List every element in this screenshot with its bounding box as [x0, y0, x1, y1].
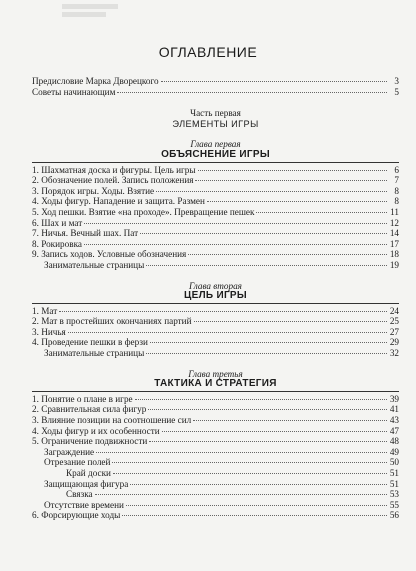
table-of-contents [32, 76, 399, 521]
toc-entry[interactable]: 3. Влияние позиции на соотношение сил 43 [32, 415, 399, 426]
toc-entry[interactable]: 5. Ограничение подвижности 48 [32, 436, 399, 447]
bleed-through-text [62, 4, 142, 24]
toc-entry[interactable]: Занимательные страницы 19 [44, 259, 399, 270]
toc-entry[interactable]: 2. Обозначение полей. Запись положения 7 [32, 175, 399, 186]
toc-entry[interactable]: 3. Ничья 27 [32, 326, 399, 337]
toc-entry[interactable]: 6. Шах и мат 12 [32, 217, 399, 228]
toc-entry[interactable]: 4. Проведение пешки в ферзи 29 [32, 337, 399, 348]
toc-entry[interactable]: Связка 53 [66, 489, 399, 500]
toc-entry[interactable]: Отсутствие времени 55 [44, 499, 399, 510]
toc-entry[interactable]: 1. Мат 24 [32, 305, 399, 316]
chapter-label: Глава первая [190, 139, 241, 150]
toc-entry[interactable]: 1. Понятие о плане в игре 39 [32, 393, 399, 404]
chapter-title: ЦЕЛЬ ИГРЫ [184, 290, 247, 302]
chapter-rule [32, 162, 399, 163]
chapter-title: ОБЪЯСНЕНИЕ ИГРЫ [161, 148, 270, 160]
toc-entry[interactable]: 5. Ход пешки. Взятие «на проходе». Превращение пешек 11 [32, 206, 399, 217]
toc-entry[interactable]: Занимательные страницы 32 [44, 348, 399, 359]
toc-entry[interactable]: 3. Порядок игры. Ходы. Взятие 8 [32, 185, 399, 196]
toc-entry[interactable]: 9. Запись ходов. Условные обозначения 18 [32, 249, 399, 260]
part-title: ЭЛЕМЕНТЫ ИГРЫ [172, 118, 259, 129]
toc-entry[interactable]: 8. Рокировка 17 [32, 238, 399, 249]
toc-entry[interactable]: Защищающая фигура 51 [44, 478, 399, 489]
toc-entry[interactable]: 7. Ничья. Вечный шах. Пат 14 [32, 228, 399, 239]
toc-entry[interactable]: 2. Сравнительная сила фигур 41 [32, 404, 399, 415]
toc-entry[interactable]: Заграждение 49 [44, 446, 399, 457]
chapter-rule [32, 303, 399, 304]
toc-entry[interactable]: Край доски 51 [66, 468, 399, 478]
toc-entry[interactable]: 6. Форсирующие ходы 56 [32, 510, 399, 521]
page-title: ОГЛАВЛЕНИЕ [158, 44, 258, 60]
toc-entry[interactable]: Советы начинающим 5 [32, 86, 399, 97]
toc-entry[interactable]: 4. Ходы фигур. Нападение и защита. Размен 8 [32, 196, 399, 207]
toc-entry[interactable]: Предисловие Марка Дворецкого 3 [32, 76, 399, 86]
toc-entry[interactable]: Отрезание полей 50 [44, 457, 399, 468]
chapter-label: Глава вторая [189, 280, 242, 291]
chapter-label: Глава третья [188, 368, 243, 379]
toc-entry[interactable]: 4. Ходы фигур и их особенности 47 [32, 425, 399, 436]
part-label: Часть первая [190, 108, 241, 119]
toc-entry[interactable]: 2. Мат в простейших окончаниях партий 25 [32, 316, 399, 327]
chapter-title: ТАКТИКА И СТРАТЕГИЯ [154, 378, 277, 390]
chapter-rule [32, 391, 399, 392]
toc-entry[interactable]: 1. Шахматная доска и фигуры. Цель игры 6 [32, 164, 399, 175]
